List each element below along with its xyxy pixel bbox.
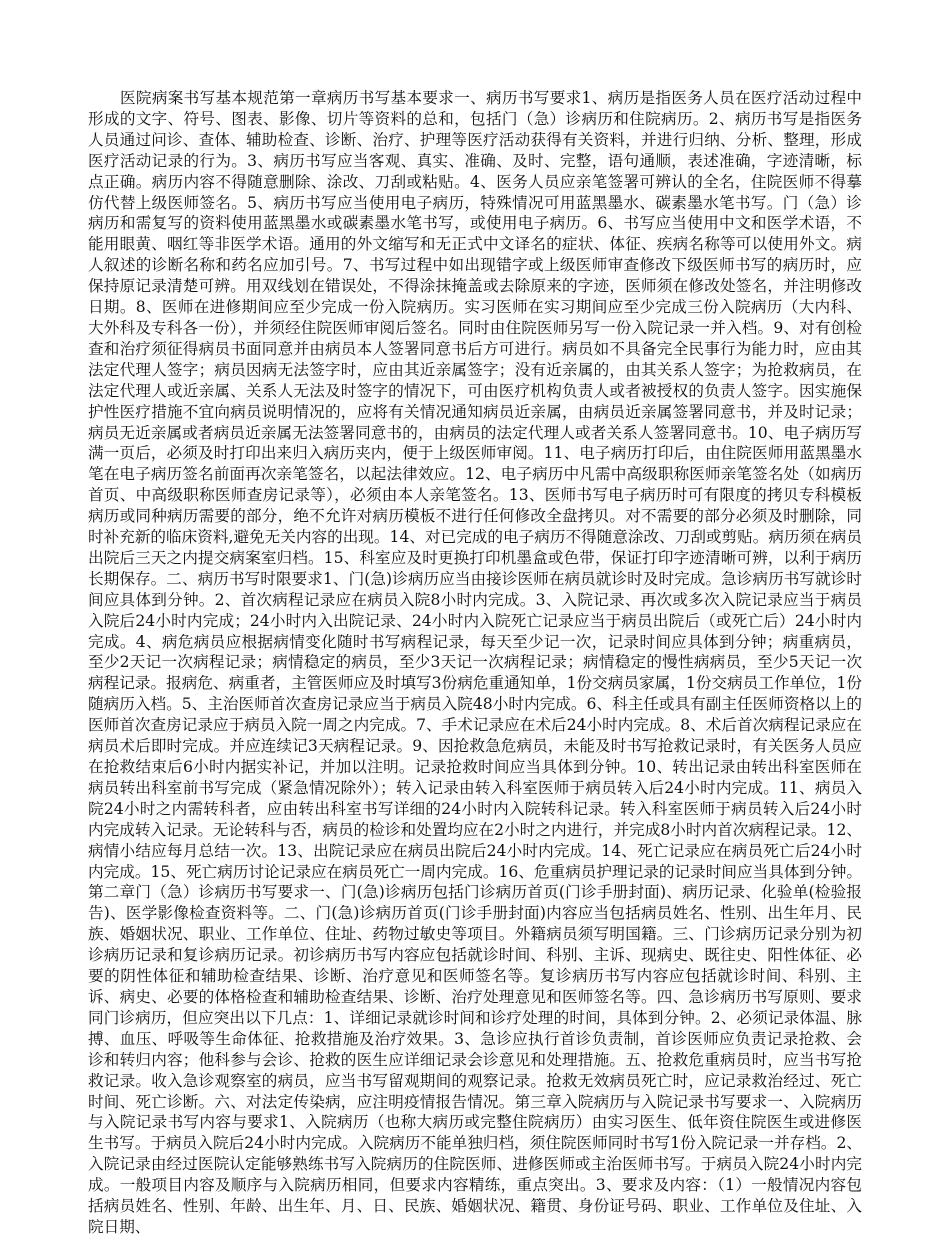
document-page: [88, 88, 862, 1238]
document-body-text: 医院病案书写基本规范第一章病历书写基本要求一、病历书写要求1、病历是指医务人员在医疗活动过程中形成的文字、符号、图表、影像、切片等资料的总和，包括门（急）诊病历和住院病历。2、病历书写是指医务人员通过问诊、查体、辅助检查、诊断、治疗、护理等医疗活动获得有关资料，并进行归纳、分析、整理，形成医疗活动记录的行为。3、病历书写应当客观、真实、准确、及时、完整，语句通顺，表述准确，字迹清晰，标点正确。病历内容不得随意删除、涂改、刀刮或粘贴。4、医务人员应亲笔签署可辨认的全名，住院医师不得摹仿代替上级医师签名。5、病历书写应当使用电子病历，特殊情况可用蓝黑墨水、碳素墨水笔书写。门（急）诊病历和需复写的资料使用蓝黑墨水或碳素墨水笔书写，或使用电子病历。6、书写应当使用中文和医学术语，不能用眼黄、咽红等非医学术语。通用的外文缩写和无正式中文译名的症状、体征、疾病名称等可以使用外文。病人叙述的诊断名称和药名应加引号。7、书写过程中如出现错字或上级医师审查修改下级医师书写的病历时，应保持原记录清楚可辨。用双线划在错误处，不得涂抹掩盖或去除原来的字迹，医师须在修改处签名，并注明修改日期。8、医师在进修期间应至少完成一份入院病历。实习医师在实习期间应至少完成三份入院病历（大内科、大外科及专科各一份），并须经住院医师审阅后签名。同时由住院医师另写一份入院记录一并入档。9、对有创检查和治疗须征得病员书面同意并由病员本人签署同意书后方可进行。病员如不具备完全民事行为能力时，应由其法定代理人签字；病员因病无法签字时，应由其近亲属签字；没有近亲属的，由其关系人签字；为抢救病员，在法定代理人或近亲属、关系人无法及时签字的情况下，可由医疗机构负责人或者被授权的负责人签字。因实施保护性医疗措施不宜向病员说明情况的，应将有关情况通知病员近亲属，由病员近亲属签署同意书，并及时记录；病员无近亲属或者病员近亲属无法签署同意书的，由病员的法定代理人或者关系人签署同意书。10、电子病历写满一页后，必须及时打印出来归入病历夹内，便于上级医师审阅。11、电子病历打印后，由住院医师用蓝黑墨水笔在电子病历签名前面再次亲笔签名，以起法律效应。12、电子病历中凡需中高级职称医师亲笔签名处（如病历首页、中高级职称医师查房记录等），必须由本人亲笔签名。13、医师书写电子病历时可有限度的拷贝专科模板病历或同种病历需要的部分，绝不允许对病历模板不进行任何修改全盘拷贝。对不需要的部分必须及时删除，同时补充新的临床资料,避免无关内容的出现。14、对已完成的电子病历不得随意涂改、刀刮或剪贴。病历须在病员出院后三天之内提交病案室归档。15、科室应及时更换打印机墨盒或色带，保证打印字迹清晰可辨，以利于病历长期保存。二、病历书写时限要求1、门(急)诊病历应当由接诊医师在病员就诊时及时完成。急诊病历书写就诊时间应具体到分钟。2、首次病程记录应在病员入院8小时内完成。3、入院记录、再次或多次入院记录应当于病员入院后24小时内完成；24小时内入出院记录、24小时内入院死亡记录应当于病员出院后（或死亡后）24小时内完成。4、病危病员应根据病情变化随时书写病程记录，每天至少记一次，记录时间应具体到分钟；病重病员，至少2天记一次病程记录；病情稳定的病员，至少3天记一次病程记录；病情稳定的慢性病病员，至少5天记一次病程记录。报病危、病重者，主管医师应及时填写3份病危重通知单，1份交病员家属，1份交病员工作单位，1份随病历入档。5、主治医师首次查房记录应当于病员入院48小时内完成。6、科主任或具有副主任医师资格以上的医师首次查房记录应于病员入院一周之内完成。7、手术记录应在术后24小时内完成。8、术后首次病程记录应在病员术后即时完成。并应连续记3天病程记录。9、因抢救急危病员，未能及时书写抢救记录时，有关医务人员应在抢救结束后6小时内据实补记，并加以注明。记录抢救时间应当具体到分钟。10、转出记录由转出科室医师在病员转出科室前书写完成（紧急情况除外）；转入记录由转入科室医师于病员转入后24小时内完成。11、病员入院24小时之内需转科者，应由转出科室书写详细的24小时内入院转科记录。转入科室医师于病员转入后24小时内完成转入记录。无论转科与否，病员的检诊和处置均应在2小时之内进行，并完成8小时内首次病程记录。12、病情小结应每月总结一次。13、出院记录应在病员出院后24小时内完成。14、死亡记录应在病员死亡后24小时内完成。15、死亡病历讨论记录应在病员死亡一周内完成。16、危重病员护理记录的记录时间应当具体到分钟。第二章门（急）诊病历书写要求一、门(急)诊病历包括门诊病历首页(门诊手册封面)、病历记录、化验单(检验报告)、医学影像检查资料等。二、门(急)诊病历首页(门诊手册封面)内容应当包括病员姓名、性别、出生年月、民族、婚姻状况、职业、工作单位、住址、药物过敏史等项目。外籍病员须写明国籍。三、门诊病历记录分别为初诊病历记录和复诊病历记录。初诊病历书写内容应包括就诊时间、科别、主诉、现病史、既往史、阳性体征、必要的阴性体征和辅助检查结果、诊断、治疗意见和医师签名等。复诊病历书写内容应包括就诊时间、科别、主诉、病史、必要的体格检查和辅助检查结果、诊断、治疗处理意见和医师签名等。四、急诊病历书写原则、要求同门诊病历，但应突出以下几点：1、详细记录就诊时间和诊疗处理的时间，具体到分钟。2、必须记录体温、脉搏、血压、呼吸等生命体征、抢救措施及治疗效果。3、急诊应执行首诊负责制，首诊医师应负责记录抢救、会诊和转归内容；他科参与会诊、抢救的医生应详细记录会诊意见和处理措施。五、抢救危重病员时，应当书写抢救记录。收入急诊观察室的病员，应当书写留观期间的观察记录。抢救无效病员死亡时，应记录救治经过、死亡时间、死亡诊断。六、对法定传染病，应注明疫情报告情况。第三章入院病历与入院记录书写要求一、入院病历与入院记录书写内容与要求1、入院病历（也称大病历或完整住院病历）由实习医生、低年资住院医生或进修医生书写。于病员入院后24小时内完成。入院病历不能单独归档，须住院医师同时书写1份入院记录一并存档。2、入院记录由经过医院认定能够熟练书写入院病历的住院医师、进修医师或主治医师书写。于病员入院24小时内完成。一般项目内容及顺序与入院病历相同，但要求内容精练，重点突出。3、要求及内容：（1）一般情况内容包括病员姓名、性别、年龄、出生年、月、日、民族、婚姻状况、籍贯、身份证号码、职业、工作单位及住址、入院日期、: [88, 89, 862, 1236]
